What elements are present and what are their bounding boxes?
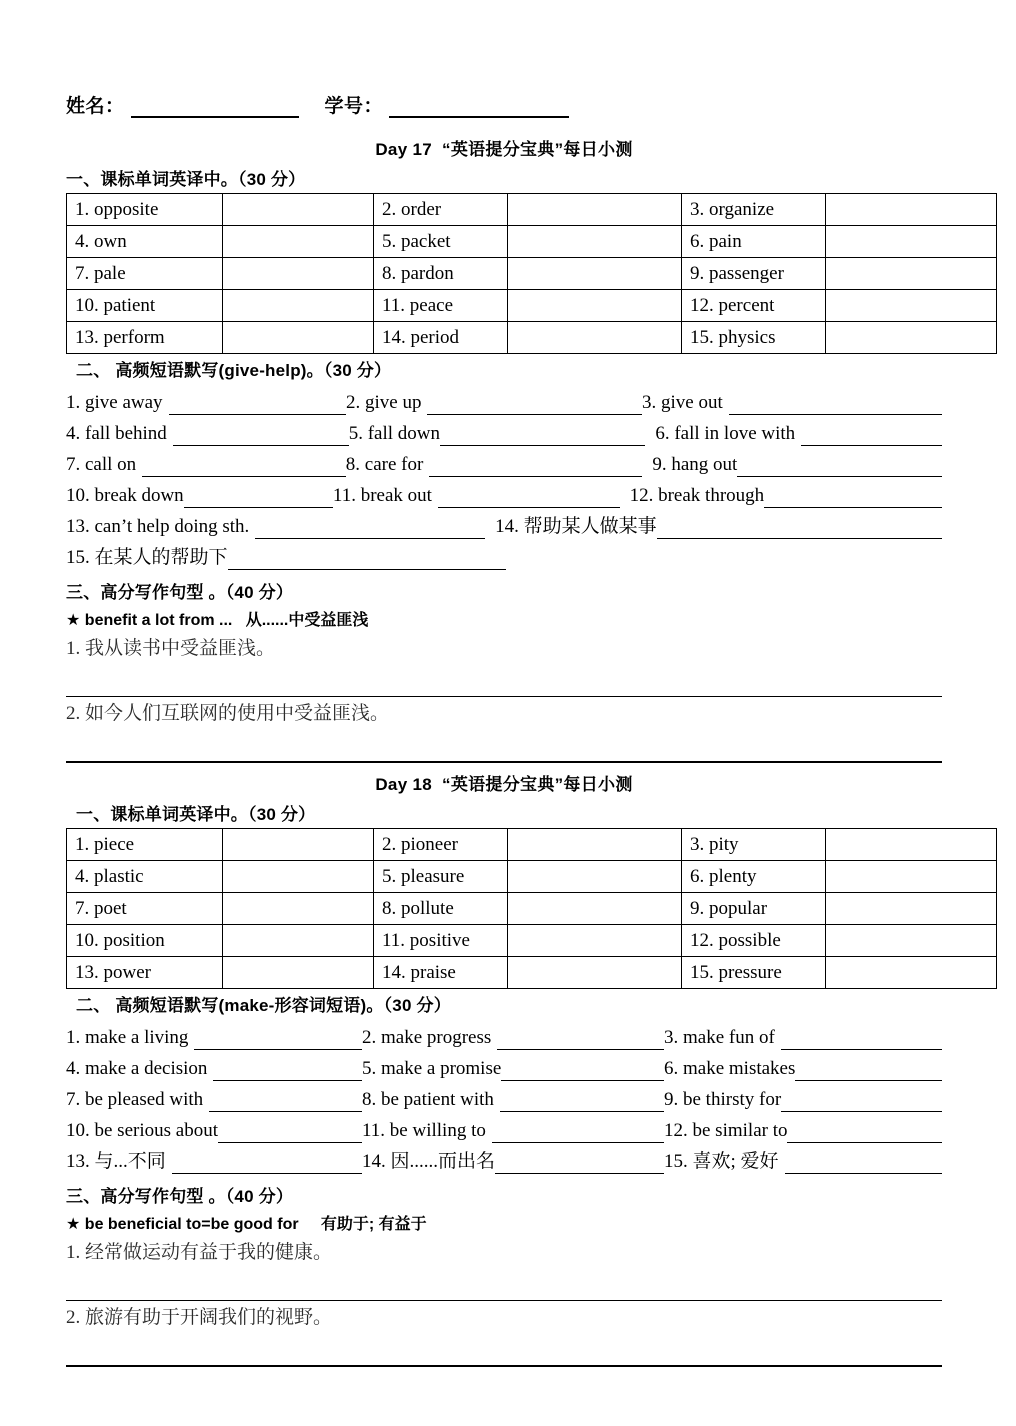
word-cell: 13. perform — [67, 322, 223, 354]
phrase-label: 3. make fun of — [664, 1027, 775, 1048]
phrase-blank[interactable] — [495, 1156, 664, 1174]
phrase-blank[interactable] — [213, 1063, 362, 1081]
answer-cell[interactable] — [223, 258, 374, 290]
phrase-blank[interactable] — [729, 397, 942, 415]
phrase-label: 4. make a decision — [66, 1058, 208, 1079]
phrase-item — [66, 516, 485, 539]
answer-cell[interactable] — [826, 829, 997, 861]
answer-cell[interactable] — [826, 957, 997, 989]
day18-section1-heading: 一、课标单词英译中。（30 分） — [76, 805, 316, 824]
phrase-label: 14. 帮助某人做某事 — [495, 516, 657, 537]
table-row — [67, 194, 997, 226]
day17-title: Day 17 “英语提分宝典”每日小测 — [375, 140, 633, 159]
word-cell: 9. passenger — [682, 258, 826, 290]
phrase-label: 3. give out — [642, 392, 723, 413]
phrase-blank[interactable] — [142, 459, 346, 477]
answer-cell[interactable] — [826, 258, 997, 290]
phrase-item — [362, 1120, 664, 1143]
answer-cell[interactable] — [223, 893, 374, 925]
day18-sentence-1: 1. 经常做运动有益于我的健康。 — [66, 1242, 333, 1263]
day18-title: Day 18 “英语提分宝典”每日小测 — [375, 775, 633, 794]
phrase-row — [66, 384, 942, 415]
phrase-item — [349, 423, 646, 446]
answer-cell[interactable] — [826, 322, 997, 354]
phrase-blank[interactable] — [228, 552, 506, 570]
day18-sentence-2: 2. 旅游有助于开阔我们的视野。 — [66, 1307, 333, 1328]
phrase-label: 14. 因......而出名 — [362, 1151, 496, 1172]
day18-section3-heading: 三、高分写作句型 。（40 分） — [66, 1187, 294, 1206]
phrase-item — [346, 454, 643, 477]
phrase-label: 8. care for — [345, 454, 424, 475]
phrase-row — [66, 508, 942, 539]
phrase-item — [362, 1058, 664, 1081]
phrase-row — [66, 415, 942, 446]
answer-cell[interactable] — [826, 861, 997, 893]
phrase-item — [642, 454, 942, 477]
phrase-blank[interactable] — [801, 428, 942, 446]
day17-answer-space-1[interactable] — [66, 666, 942, 696]
phrase-blank[interactable] — [427, 397, 642, 415]
phrase-row — [66, 477, 942, 508]
word-cell: 6. plenty — [682, 861, 826, 893]
day17-word-table — [66, 193, 997, 354]
word-cell: 8. pollute — [374, 893, 508, 925]
word-cell: 2. pioneer — [374, 829, 508, 861]
phrase-blank[interactable] — [194, 1032, 362, 1050]
phrase-label: 5. make a promise — [362, 1058, 502, 1079]
phrase-item — [66, 454, 346, 477]
phrase-item — [362, 1089, 664, 1112]
word-cell: 11. peace — [374, 290, 508, 322]
phrase-label: 15. 喜欢; 爱好 — [664, 1151, 779, 1172]
day18-phrase-list — [66, 1019, 942, 1174]
answer-cell[interactable] — [223, 829, 374, 861]
phrase-row — [66, 1081, 942, 1112]
phrase-blank[interactable] — [218, 1125, 362, 1143]
word-cell: 12. possible — [682, 925, 826, 957]
phrase-label: 5. fall down — [348, 423, 441, 444]
day17-phrase-list — [66, 384, 942, 570]
student-id-blank[interactable] — [389, 101, 569, 118]
phrase-label: 9. be thirsty for — [664, 1089, 782, 1110]
day17-section1-heading: 一、课标单词英译中。（30 分） — [66, 170, 306, 189]
word-cell: 5. packet — [374, 226, 508, 258]
answer-cell[interactable] — [826, 290, 997, 322]
phrase-item — [362, 1027, 664, 1050]
phrase-label: 7. be pleased with — [66, 1089, 204, 1110]
day18-answer-space-2[interactable] — [66, 1335, 942, 1365]
phrase-item — [66, 485, 333, 508]
phrase-row — [66, 1112, 942, 1143]
word-cell: 1. piece — [67, 829, 223, 861]
phrase-item — [66, 1058, 362, 1081]
phrase-item — [66, 1089, 362, 1112]
table-row — [67, 258, 997, 290]
phrase-blank[interactable] — [184, 490, 333, 508]
table-row — [67, 322, 997, 354]
answer-cell[interactable] — [508, 194, 682, 226]
phrase-label: 6. fall in love with — [655, 423, 796, 444]
word-cell: 1. opposite — [67, 194, 223, 226]
phrase-item — [66, 423, 349, 446]
answer-cell[interactable] — [508, 861, 682, 893]
phrase-label: 1. make a living — [66, 1027, 189, 1048]
word-cell: 10. position — [67, 925, 223, 957]
phrase-blank[interactable] — [492, 1125, 664, 1143]
answer-cell[interactable] — [508, 226, 682, 258]
table-row — [67, 925, 997, 957]
phrase-item — [346, 392, 642, 415]
answer-cell[interactable] — [508, 258, 682, 290]
phrase-label: 8. be patient with — [362, 1089, 494, 1110]
phrase-row — [66, 1019, 942, 1050]
phrase-row — [66, 1143, 942, 1174]
answer-cell[interactable] — [826, 194, 997, 226]
phrase-label: 4. fall behind — [66, 423, 167, 444]
phrase-blank[interactable] — [429, 459, 642, 477]
phrase-label: 1. give away — [66, 392, 163, 413]
phrase-item — [66, 1027, 362, 1050]
word-cell: 3. organize — [682, 194, 826, 226]
phrase-item — [362, 1146, 664, 1174]
day18-word-table — [66, 828, 997, 989]
phrase-label: 9. hang out — [652, 454, 738, 475]
day18-pattern: ★ be beneficial to=be good for 有助于; 有益于 — [66, 1216, 427, 1233]
answer-cell[interactable] — [223, 226, 374, 258]
day18-section-divider — [66, 1365, 942, 1367]
phrase-label: 12. be similar to — [664, 1120, 788, 1141]
day18-answer-space-1[interactable] — [66, 1270, 942, 1300]
phrase-label: 12. break through — [629, 485, 765, 506]
answer-cell[interactable] — [508, 893, 682, 925]
phrase-item — [620, 485, 942, 508]
page-content — [66, 92, 942, 1367]
day17-sentence-1: 1. 我从读书中受益匪浅。 — [66, 638, 276, 659]
phrase-blank[interactable] — [497, 1032, 664, 1050]
table-row — [67, 861, 997, 893]
phrase-item — [664, 1089, 942, 1112]
phrase-row — [66, 1050, 942, 1081]
table-row — [67, 290, 997, 322]
word-cell: 7. pale — [67, 258, 223, 290]
word-cell: 14. praise — [374, 957, 508, 989]
phrase-label: 2. make progress — [362, 1027, 492, 1048]
phrase-blank[interactable] — [657, 521, 942, 539]
day18-section2-heading: 二、 高频短语默写(make-形容词短语)。（30 分） — [76, 996, 451, 1015]
phrase-label: 6. make mistakes — [664, 1058, 796, 1079]
phrase-blank[interactable] — [500, 1094, 664, 1112]
phrase-blank[interactable] — [255, 521, 485, 539]
phrase-blank[interactable] — [173, 428, 349, 446]
answer-cell[interactable] — [508, 925, 682, 957]
answer-cell[interactable] — [508, 957, 682, 989]
phrase-label: 13. 与...不同 — [66, 1151, 166, 1172]
answer-cell[interactable] — [508, 322, 682, 354]
phrase-item — [664, 1027, 942, 1050]
phrase-item — [66, 1120, 362, 1143]
phrase-label: 10. be serious about — [66, 1120, 218, 1141]
word-cell: 11. positive — [374, 925, 508, 957]
answer-cell[interactable] — [223, 194, 374, 226]
phrase-blank[interactable] — [169, 397, 346, 415]
word-cell: 2. order — [374, 194, 508, 226]
phrase-label: 10. break down — [66, 485, 184, 506]
phrase-blank[interactable] — [501, 1063, 664, 1081]
word-cell: 6. pain — [682, 226, 826, 258]
student-info-line — [66, 92, 942, 118]
phrase-item — [664, 1058, 942, 1081]
phrase-item — [664, 1120, 942, 1143]
day17-pattern: ★ benefit a lot from ... 从......中受益匪浅 — [66, 612, 369, 629]
table-row — [67, 957, 997, 989]
day17-section3-heading: 三、高分写作句型 。（40 分） — [66, 583, 294, 602]
table-row — [67, 226, 997, 258]
phrase-label: 11. be willing to — [362, 1120, 486, 1141]
word-cell: 3. pity — [682, 829, 826, 861]
word-cell: 13. power — [67, 957, 223, 989]
word-cell: 15. physics — [682, 322, 826, 354]
word-cell: 4. own — [67, 226, 223, 258]
word-cell: 4. plastic — [67, 861, 223, 893]
answer-cell[interactable] — [508, 290, 682, 322]
phrase-item — [66, 392, 346, 415]
phrase-row — [66, 539, 942, 570]
table-row — [67, 829, 997, 861]
phrase-row — [66, 446, 942, 477]
phrase-label: 11. break out — [332, 485, 432, 506]
answer-cell[interactable] — [223, 290, 374, 322]
word-cell: 8. pardon — [374, 258, 508, 290]
phrase-blank[interactable] — [438, 490, 620, 508]
phrase-blank[interactable] — [795, 1063, 942, 1081]
phrase-item — [66, 542, 506, 570]
phrase-blank[interactable] — [737, 459, 942, 477]
phrase-blank[interactable] — [787, 1125, 942, 1143]
answer-cell[interactable] — [223, 861, 374, 893]
answer-cell[interactable] — [223, 925, 374, 957]
phrase-blank[interactable] — [764, 490, 942, 508]
word-cell: 15. pressure — [682, 957, 826, 989]
answer-cell[interactable] — [826, 893, 997, 925]
word-cell: 12. percent — [682, 290, 826, 322]
word-cell: 10. patient — [67, 290, 223, 322]
word-cell: 5. pleasure — [374, 861, 508, 893]
day17-answer-space-2[interactable] — [66, 731, 942, 761]
phrase-blank[interactable] — [781, 1094, 942, 1112]
answer-cell[interactable] — [223, 957, 374, 989]
phrase-item — [642, 392, 942, 415]
phrase-blank[interactable] — [781, 1032, 942, 1050]
answer-cell[interactable] — [508, 829, 682, 861]
day17-sentence-2: 2. 如今人们互联网的使用中受益匪浅。 — [66, 703, 390, 724]
phrase-blank[interactable] — [440, 428, 645, 446]
answer-cell[interactable] — [826, 226, 997, 258]
answer-cell[interactable] — [223, 322, 374, 354]
phrase-item — [485, 511, 942, 539]
name-label: 姓名： — [66, 96, 125, 117]
phrase-item — [664, 1146, 942, 1174]
phrase-item — [645, 423, 942, 446]
phrase-label: 13. can’t help doing sth. — [66, 516, 250, 537]
word-cell: 9. popular — [682, 893, 826, 925]
phrase-label: 15. 在某人的帮助下 — [66, 547, 228, 568]
student-id-label: 学号： — [324, 96, 384, 117]
name-blank[interactable] — [131, 101, 299, 118]
answer-cell[interactable] — [826, 925, 997, 957]
phrase-label: 2. give up — [346, 392, 422, 413]
phrase-blank[interactable] — [209, 1094, 362, 1112]
phrase-blank[interactable] — [172, 1156, 362, 1174]
word-cell: 7. poet — [67, 893, 223, 925]
phrase-item — [66, 1146, 362, 1174]
phrase-item — [333, 485, 620, 508]
word-cell: 14. period — [374, 322, 508, 354]
day17-section2-heading: 二、 高频短语默写(give-help)。（30 分） — [76, 361, 392, 380]
table-row — [67, 893, 997, 925]
phrase-blank[interactable] — [785, 1156, 942, 1174]
phrase-label: 7. call on — [66, 454, 137, 475]
